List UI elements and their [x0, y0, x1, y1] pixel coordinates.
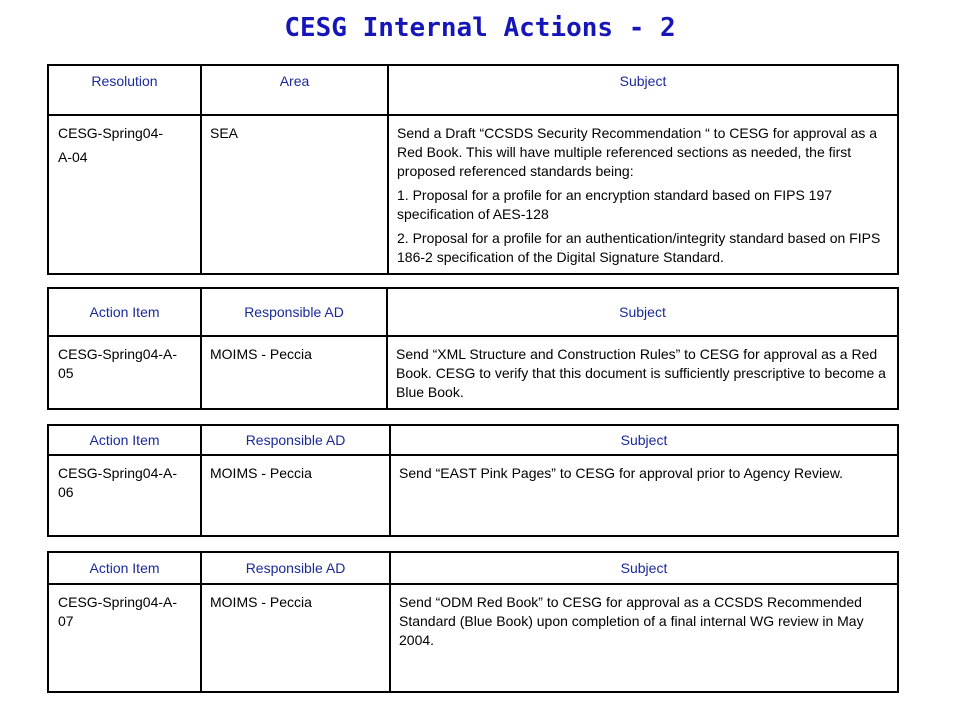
table-row: [48, 115, 898, 274]
area-cell: SEA: [201, 115, 388, 274]
table-row: [48, 336, 898, 409]
table-header-row: [48, 425, 898, 455]
header-responsible-ad: Responsible AD: [201, 288, 387, 336]
header-area: Area: [201, 65, 388, 115]
action-item-table-a05: [47, 287, 899, 410]
resolution-id-line2: A-04: [58, 149, 88, 165]
table-header-row: [48, 65, 898, 115]
action-item-table-a06: [47, 424, 899, 537]
header-responsible-ad: Responsible AD: [201, 552, 390, 584]
table-row: [48, 584, 898, 692]
subject-cell: [388, 115, 898, 274]
subject-cell: Send “ODM Red Book” to CESG for approval as a CCSDS Recommended Standard (Blue Book) upon completion of a final internal WG review in May 2004.: [390, 584, 898, 692]
table-header-row: [48, 552, 898, 584]
table-row: [48, 455, 898, 536]
action-id-cell: CESG-Spring04-A-07: [48, 584, 201, 692]
responsible-ad-cell: MOIMS - Peccia: [201, 455, 390, 536]
header-responsible-ad: Responsible AD: [201, 425, 390, 455]
responsible-ad-cell: MOIMS - Peccia: [201, 584, 390, 692]
action-id-cell: CESG-Spring04-A-05: [48, 336, 201, 409]
table-header-row: [48, 288, 898, 336]
header-subject: Subject: [388, 65, 898, 115]
subject-list-item-2: 2. Proposal for a profile for an authentication/integrity standard based on FIPS 186-2 specification of the Digital Signature Standard.: [397, 230, 881, 265]
resolution-id-cell: [48, 115, 201, 274]
header-action-item: Action Item: [48, 425, 201, 455]
subject-paragraph: Send a Draft “CCSDS Security Recommendation “ to CESG for approval as a Red Book. This will have multiple referenced sections as needed, the first proposed referenced standards being:: [397, 125, 878, 179]
responsible-ad-cell: MOIMS - Peccia: [201, 336, 387, 409]
header-resolution: Resolution: [48, 65, 201, 115]
header-subject: Subject: [390, 552, 898, 584]
page-title: CESG Internal Actions - 2: [284, 13, 676, 43]
header-subject: Subject: [387, 288, 898, 336]
resolution-id-line1: CESG-Spring04-: [58, 125, 164, 141]
header-action-item: Action Item: [48, 552, 201, 584]
action-item-table-a07: [47, 551, 899, 693]
subject-cell: Send “XML Structure and Construction Rules” to CESG for approval as a Red Book. CESG to verify that this document is sufficiently prescriptive to become a Blue Book.: [387, 336, 898, 409]
subject-list-item-1: 1. Proposal for a profile for an encryption standard based on FIPS 197 specification of AES-128: [397, 187, 833, 222]
action-id-cell: CESG-Spring04-A-06: [48, 455, 201, 536]
header-action-item: Action Item: [48, 288, 201, 336]
resolution-table: [47, 64, 899, 275]
subject-cell: Send “EAST Pink Pages” to CESG for approval prior to Agency Review.: [390, 455, 898, 536]
header-subject: Subject: [390, 425, 898, 455]
